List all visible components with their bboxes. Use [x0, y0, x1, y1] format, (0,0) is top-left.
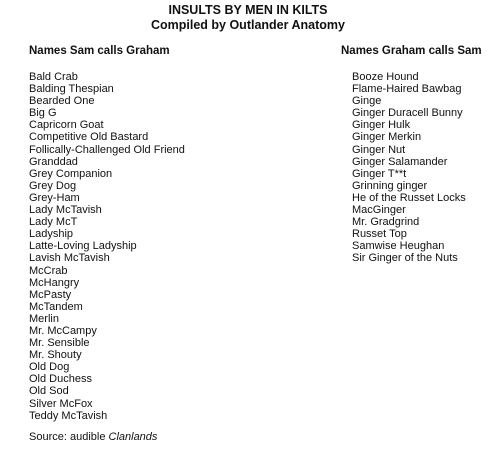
right-name-list — [341, 71, 493, 265]
list-item: Grey Companion — [29, 167, 113, 180]
right-column-heading: Names Graham calls Sam — [341, 45, 482, 57]
list-item: Lavish McTavish — [29, 252, 110, 265]
list-item: Merlin — [29, 312, 59, 325]
list-item: Samwise Heughan — [352, 240, 445, 253]
list-item: McCrab — [29, 264, 68, 277]
right-column — [341, 44, 493, 265]
list-item: Mr. Sensible — [29, 337, 90, 350]
list-item: MacGinger — [352, 204, 406, 217]
list-item: Teddy McTavish — [29, 409, 108, 422]
list-item: Bearded One — [29, 95, 95, 108]
list-item: Lady McT — [29, 216, 78, 229]
list-item: Old Duchess — [29, 373, 92, 386]
list-item: Old Dog — [29, 361, 70, 374]
list-item: Grey Dog — [29, 179, 77, 192]
list-item: Ginger Merkin — [352, 131, 422, 144]
list-item: Russet Top — [352, 228, 407, 241]
list-item: Latte-Loving Ladyship — [29, 240, 137, 253]
list-item: Booze Hound — [352, 71, 419, 83]
source-title: Clanlands — [108, 431, 158, 443]
list-item: Follically-Challenged Old Friend — [29, 143, 185, 156]
left-column-heading: Names Sam calls Graham — [29, 45, 170, 57]
left-name-list — [29, 71, 259, 422]
list-item: Ginger Hulk — [352, 119, 411, 132]
list-item: Old Sod — [29, 385, 69, 398]
list-item: McHangry — [29, 276, 80, 289]
list-item: Capricorn Goat — [29, 119, 104, 132]
page-title: INSULTS BY MEN IN KILTS — [168, 3, 328, 17]
list-item: Ginger Salamander — [352, 155, 448, 168]
list-item: McPasty — [29, 288, 72, 301]
list-item: Flame-Haired Bawbag — [352, 83, 462, 96]
list-item: Mr. Shouty — [29, 349, 82, 362]
list-item: Lady McTavish — [29, 204, 102, 217]
list-item: Competitive Old Bastard — [29, 131, 149, 144]
list-item: Silver McFox — [29, 397, 93, 410]
list-item: Mr. Gradgrind — [352, 216, 420, 229]
list-item: Bald Crab — [29, 71, 78, 83]
list-item: Mr. McCampy — [29, 324, 97, 337]
list-item: He of the Russet Locks — [352, 191, 466, 204]
source-line — [29, 431, 157, 444]
list-item: Granddad — [29, 155, 78, 168]
list-item: Grey-Ham — [29, 191, 80, 204]
list-item: Ginger T**t — [352, 167, 407, 180]
list-item: Big G — [29, 107, 57, 120]
list-item: Ginge — [352, 95, 382, 108]
source-prefix: Source: audible — [29, 431, 109, 443]
page-subtitle: Compiled by Outlander Anatomy — [150, 18, 345, 32]
list-item: Ladyship — [29, 228, 74, 241]
list-item: Ginger Nut — [352, 143, 406, 156]
list-item: Sir Ginger of the Nuts — [352, 252, 458, 265]
list-item: McTandem — [29, 300, 83, 313]
list-item: Balding Thespian — [29, 83, 114, 96]
list-item: Grinning ginger — [352, 179, 428, 192]
list-item: Ginger Duracell Bunny — [352, 107, 463, 120]
left-column — [29, 44, 259, 422]
